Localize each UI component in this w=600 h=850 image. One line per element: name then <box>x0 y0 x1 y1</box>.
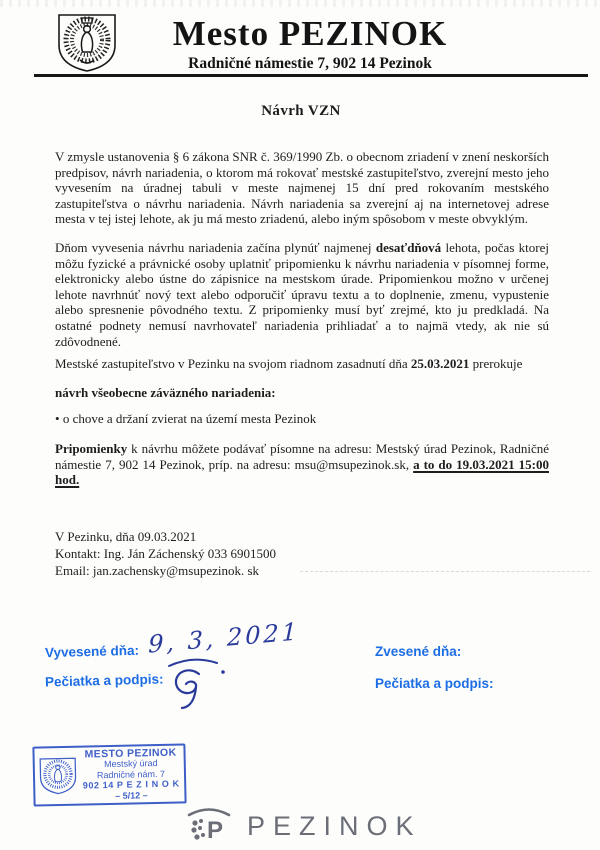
paragraph-comment-period <box>55 240 549 349</box>
scan-noise <box>0 0 600 7</box>
stamp-line-street: Radničné nám. 7 <box>96 768 166 781</box>
contact-email: Email: jan.zachensky@msupezinok. sk <box>55 563 260 578</box>
contact-person: Kontakt: Ing. Ján Záchenský 033 6901500 <box>55 546 276 561</box>
rubber-stamp <box>32 743 186 806</box>
p3-text-post: prerokuje <box>469 356 523 371</box>
regulation-bullet-item <box>55 411 549 427</box>
stamp-line-city: 902 14 P E Z I N O K <box>82 778 180 791</box>
stamp-text-block <box>80 747 181 802</box>
header-divider <box>34 74 588 77</box>
contact-block <box>55 528 549 579</box>
stamp-signature-label-right: Pečiatka a podpis: <box>375 676 494 691</box>
paragraph-regulation-heading: návrh všeobecne záväzného nariadenia: <box>55 385 276 400</box>
org-name: Mesto PEZINOK <box>172 14 448 53</box>
p3-session-date: 25.03.2021 <box>410 356 470 371</box>
bullet-text: o chove a držaní zvierat na území mesta Pezinok <box>59 411 317 426</box>
bullet-marker: • <box>55 411 60 426</box>
paragraph-comments-submission <box>55 441 549 488</box>
p2-text-post: lehota, počas ktorej môžu fyzické a právnické osoby uplatniť pripomienku k návrhu nariadenia v písomnej forme, elektronicky alebo ústne do zápisnice na mestskom úrade. Pripomienkou možno v určenej lehote navrhnúť nový text alebo odporučiť úpravu textu a to doplnenie, zmenu, vypustenie alebo spresnenie pôvodného textu. Z pripomienky musí byť zrejmé, kto ju predkladá. Na ostatné podnety nemusí navrhovateľ nariadenia prihliadať a to najmä vtedy, ak nie sú zdôvodnené. <box>55 240 550 349</box>
coat-of-arms-icon <box>55 12 119 74</box>
p2-bold-deadline: desaťdňová <box>375 240 442 255</box>
stamp-signature-label-left: Pečiatka a podpis: <box>44 671 164 690</box>
p2-text-pre: Dňom vyvesenia návrhu nariadenia začína plynúť najmenej <box>55 240 376 255</box>
document-title: Návrh VZN <box>261 103 341 119</box>
paragraph-legal-basis: V zmysle ustanovenia § 6 zákona SNR č. 369/1990 Zb. o obecnom zriadení v znení neskorších predpisov, návrh nariadenia, o ktorom má rokovať mestské zastupiteľstvo, zverejní mesto jeho vyvesením na úradnej tabuli v meste najmenej 15 dní pred rokovaním mestského zastupiteľstva o návrhu nariadenia. Návrh nariadenia sa zverejní aj na internetovej adrese mesta v tej istej lehote, ak ju má mesto zriadenú, alebo iným spôsobom v meste obvyklým. <box>55 149 550 227</box>
removed-date-label: Zvesené dňa: <box>375 644 462 659</box>
stamp-line-org: MESTO PEZINOK <box>84 746 177 761</box>
p5-text-mid: k návrhu môžete podávať písomne na adresu: Mestský úrad Pezinok, Radničné námestie 7, 902 14 Pezinok, príp. na adresu: msu@msupezinok.sk, <box>55 441 549 472</box>
paragraph-council-session <box>55 356 549 372</box>
stamp-line-office: Mestský úrad <box>103 758 158 770</box>
handwritten-posted-date: 9, 3, 2021 <box>148 617 301 659</box>
p3-text-pre: Mestské zastupiteľstvo v Pezinku na svojom riadnom zasadnutí dňa <box>55 356 411 371</box>
org-address: Radničné námestie 7, 902 14 Pezinok <box>188 55 432 72</box>
stamp-line-number: – 5/12 – <box>115 789 148 801</box>
footer-wordmark: PEZINOK <box>247 810 422 841</box>
signature-handwriting <box>163 650 233 712</box>
p5-deadline-underlined: a to do 19.03.2021 15:00 hod. <box>55 456 549 488</box>
stamp-coat-of-arms-icon <box>38 752 79 801</box>
p5-bold-lead: Pripomienky <box>55 441 128 456</box>
posted-date-label: Vyvesené dňa: <box>44 642 140 661</box>
svg-text:P: P <box>207 817 224 844</box>
pezinok-logo-icon <box>185 806 233 846</box>
contact-place-date: V Pezinku, dňa 09.03.2021 <box>55 529 197 544</box>
footer-logo <box>185 806 422 846</box>
